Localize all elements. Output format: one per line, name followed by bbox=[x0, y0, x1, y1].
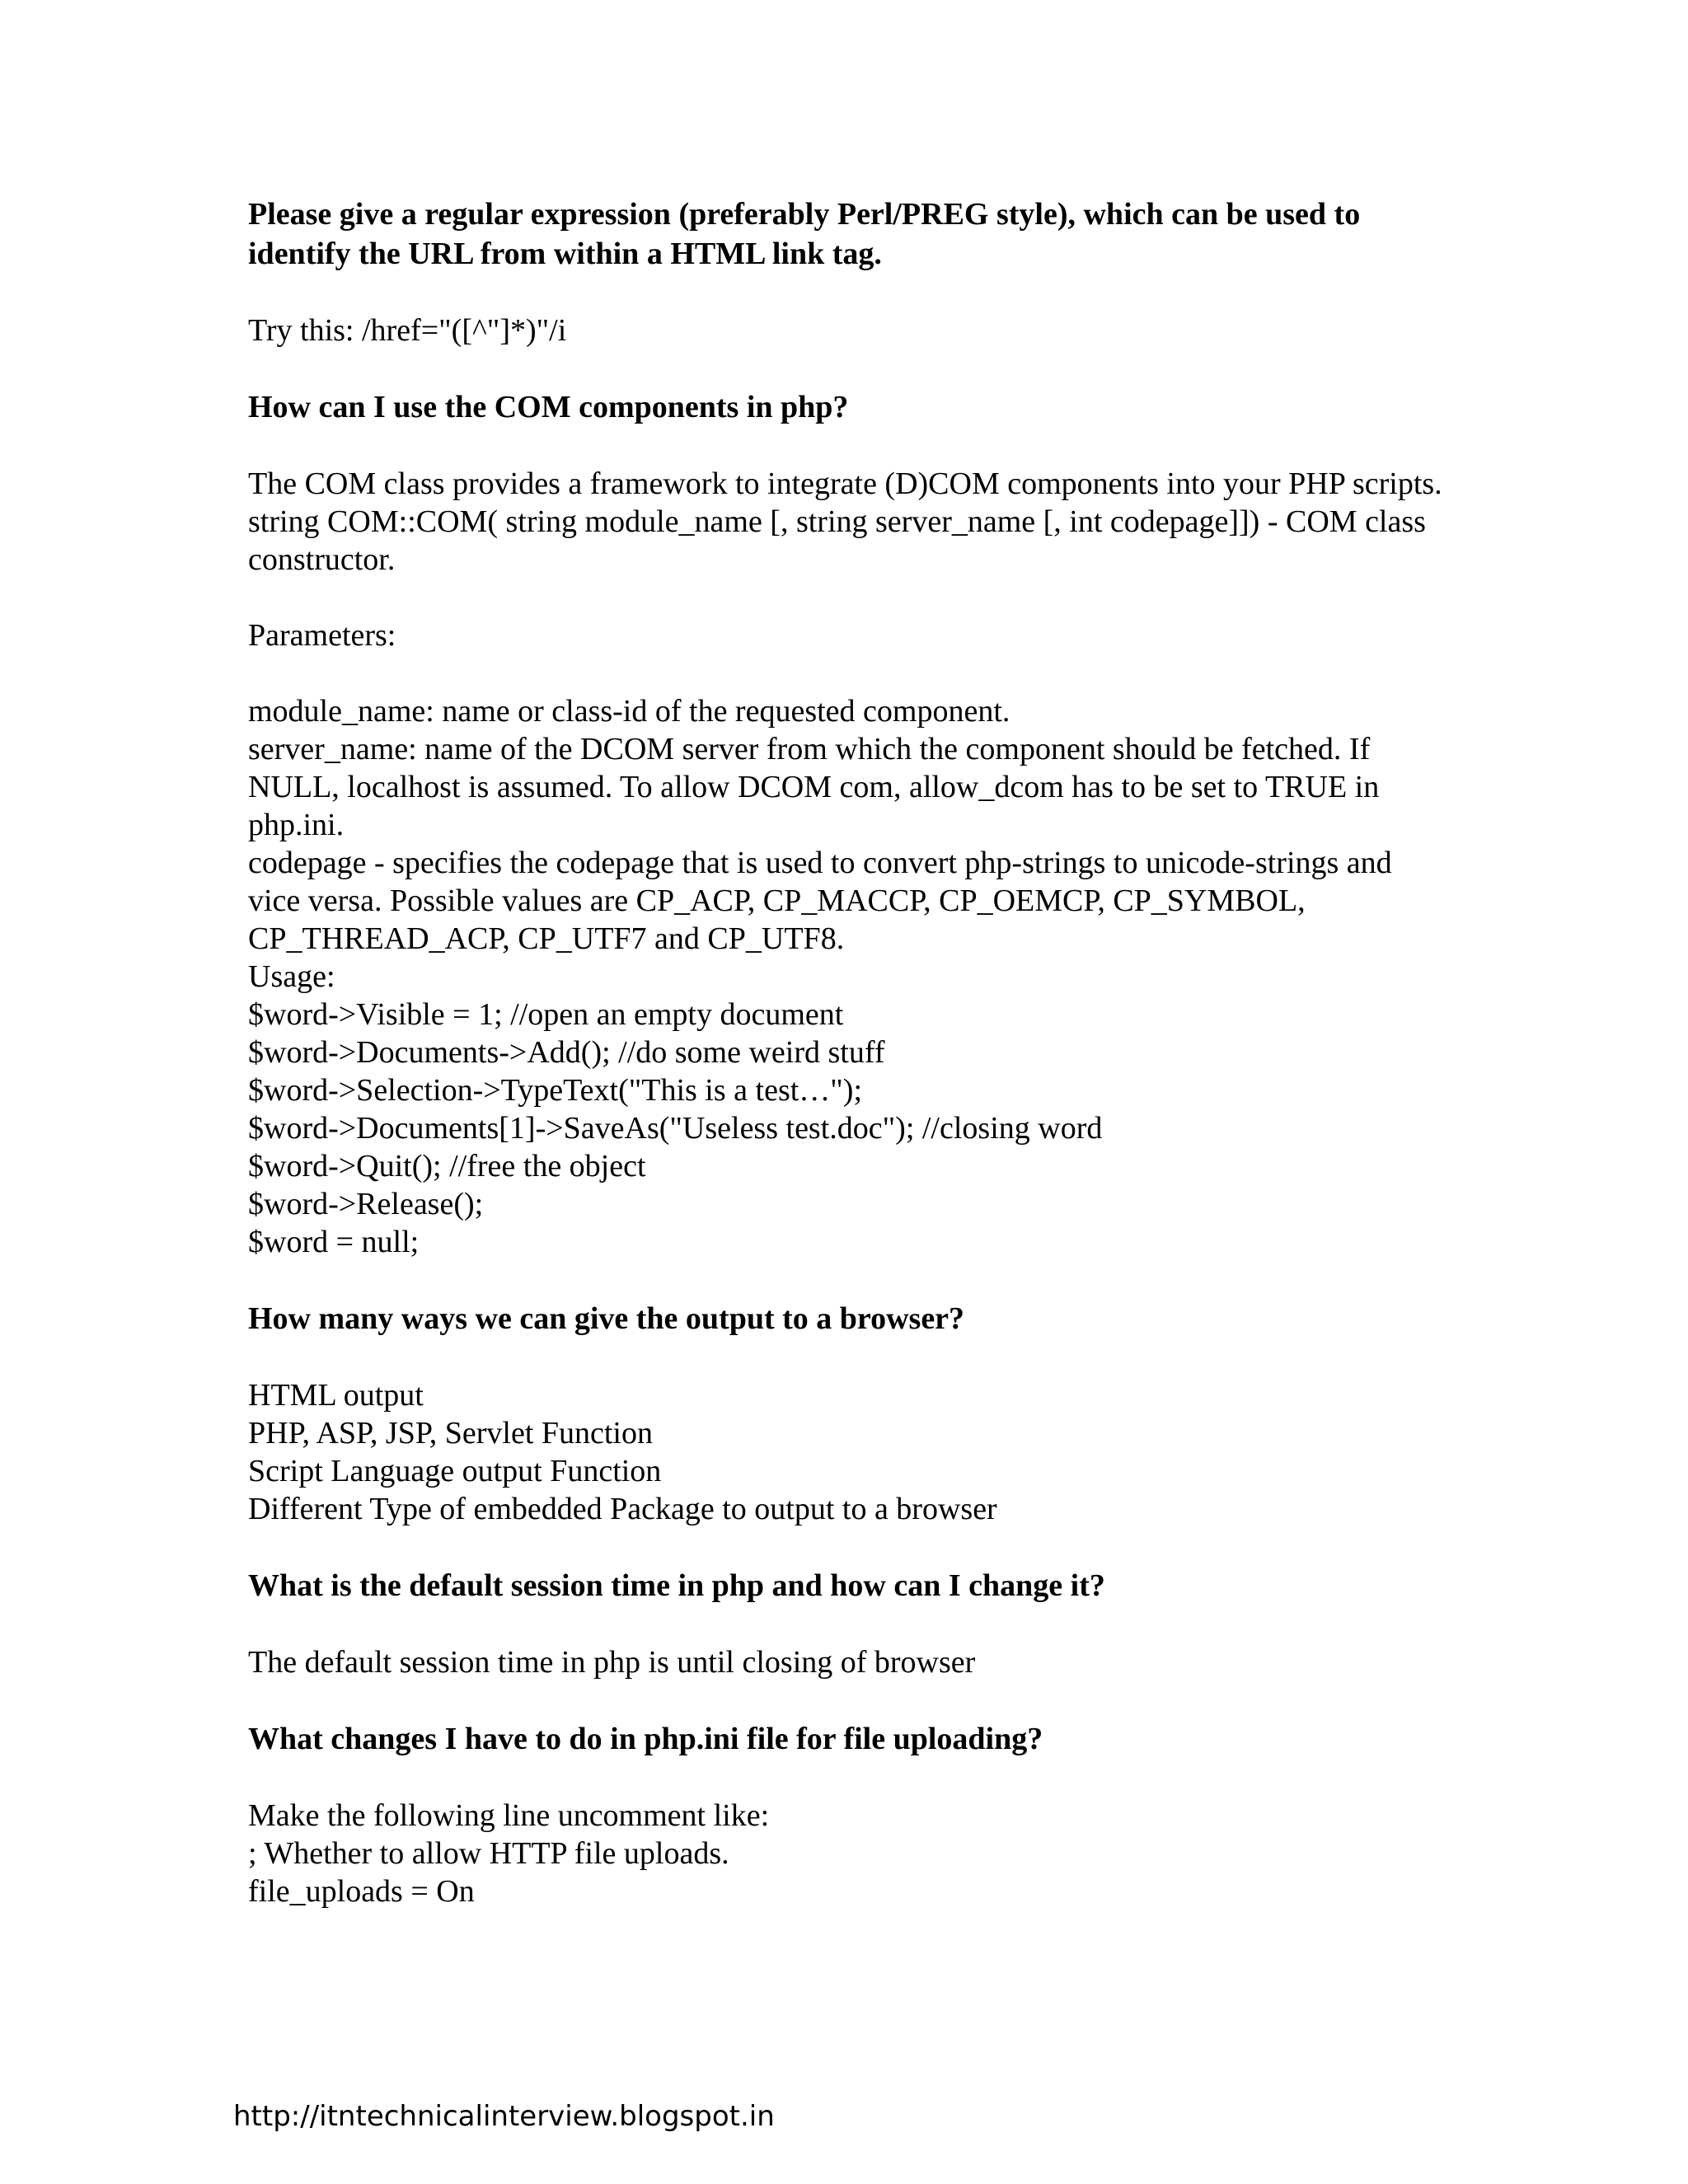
answer-line: The COM class provides a framework to integrate (D)COM components into your PHP scripts. bbox=[248, 466, 1442, 501]
answer-line: string COM::COM( string module_name [, string server_name [, int codepage]]) - COM class constructor. bbox=[248, 504, 1434, 577]
code-line: $word->Selection->TypeText("This is a test…"); bbox=[248, 1073, 863, 1108]
code-line: $word->Documents->Add(); //do some weird stuff bbox=[248, 1035, 885, 1070]
answer-line: Try this: /href="([^"]*)"/i bbox=[248, 313, 567, 348]
answer-line: Usage: bbox=[248, 959, 335, 994]
answer-line: codepage - specifies the codepage that is used to convert php-strings to unicode-strings and vice versa. Possible values are CP_ACP, CP_MACCP, CP_OEMCP, CP_SYMBOL, CP_THREAD_ACP, CP_UTF7 and CP_UTF8. bbox=[248, 846, 1400, 956]
document-body bbox=[248, 194, 1451, 1910]
spacer bbox=[248, 1605, 1451, 1643]
answer-com-details bbox=[248, 692, 1451, 1261]
code-line: $word = null; bbox=[248, 1225, 420, 1259]
code-line: $word->Visible = 1; //open an empty document bbox=[248, 997, 844, 1032]
spacer bbox=[248, 1681, 1451, 1719]
spacer bbox=[248, 579, 1451, 616]
spacer bbox=[248, 427, 1451, 465]
answer-line: Make the following line uncomment like: bbox=[248, 1798, 770, 1833]
spacer bbox=[248, 349, 1451, 387]
answer-line: Different Type of embedded Package to output to a browser bbox=[248, 1492, 997, 1526]
answer-file-upload bbox=[248, 1797, 1451, 1910]
answer-line: ; Whether to allow HTTP file uploads. bbox=[248, 1836, 729, 1871]
code-line: $word->Documents[1]->SaveAs("Useless test.doc"); //closing word bbox=[248, 1111, 1103, 1146]
answer-line: PHP, ASP, JSP, Servlet Function bbox=[248, 1416, 653, 1451]
answer-line: module_name: name or class-id of the requested component. bbox=[248, 694, 1010, 729]
question-regex: Please give a regular expression (preferably Perl/PREG style), which can be used to identify the URL from within a HTML link tag. bbox=[248, 197, 1361, 271]
spacer bbox=[248, 1528, 1451, 1566]
answer-line: The default session time in php is until closing of browser bbox=[248, 1645, 976, 1680]
answer-output-ways bbox=[248, 1376, 1451, 1528]
code-line: $word->Release(); bbox=[248, 1187, 484, 1221]
spacer bbox=[248, 1338, 1451, 1376]
footer-url: http://itntechnicalinterview.blogspot.in bbox=[233, 2100, 775, 2133]
answer-line: HTML output bbox=[248, 1378, 424, 1413]
question-file-upload: What changes I have to do in php.ini file for file uploading? bbox=[248, 1722, 1043, 1756]
answer-session-time bbox=[248, 1643, 1451, 1681]
answer-regex bbox=[248, 312, 1451, 349]
code-line: $word->Quit(); //free the object bbox=[248, 1149, 646, 1183]
spacer bbox=[248, 654, 1451, 692]
code-line: file_uploads = On bbox=[248, 1874, 475, 1909]
answer-line: server_name: name of the DCOM server from which the component should be fetched. If NULL, localhost is assumed. To allow DCOM com, allow_dcom has to be set to TRUE in php.ini. bbox=[248, 732, 1387, 842]
spacer bbox=[248, 274, 1451, 312]
spacer bbox=[248, 1261, 1451, 1299]
answer-line: Script Language output Function bbox=[248, 1454, 662, 1488]
question-com: How can I use the COM components in php? bbox=[248, 390, 849, 424]
question-output-ways: How many ways we can give the output to a browser? bbox=[248, 1301, 965, 1336]
parameters-label: Parameters: bbox=[248, 618, 396, 653]
answer-com-intro bbox=[248, 465, 1451, 579]
spacer bbox=[248, 1759, 1451, 1797]
question-session-time: What is the default session time in php and how can I change it? bbox=[248, 1568, 1105, 1603]
